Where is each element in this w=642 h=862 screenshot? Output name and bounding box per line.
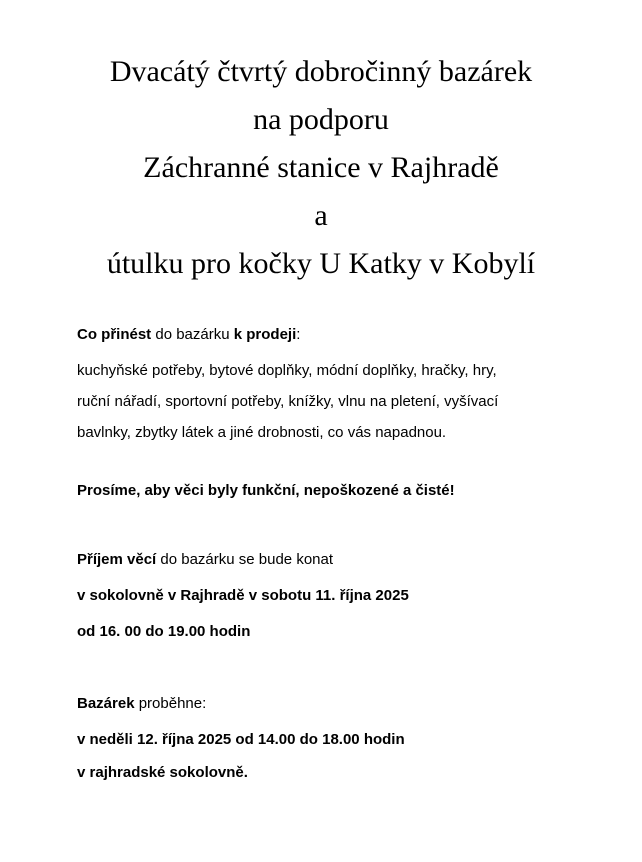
bring-heading-bold-2: k prodeji	[233, 326, 297, 343]
bring-heading-regular-2: :	[296, 326, 301, 343]
intake-time-line: od 16. 00 do 19.00 hodin	[77, 623, 251, 640]
title-line-2: na podporu	[253, 103, 389, 136]
title-line-3: Záchranné stanice v Rajhradě	[143, 151, 499, 184]
intake-section-heading	[77, 544, 617, 575]
event-datetime-line: v neděli 12. října 2025 od 14.00 do 18.00 hodin	[77, 731, 405, 748]
request-condition-line: Prosíme, aby věci byly funkční, nepoškozené a čisté!	[77, 482, 455, 499]
bring-items-line-1: kuchyňské potřeby, bytové doplňky, módní doplňky, hračky, hry,	[77, 362, 497, 379]
title-line-1: Dvacátý čtvrtý dobročinný bazárek	[109, 55, 533, 88]
bring-items-paragraph	[77, 355, 577, 448]
bring-items-line-2: ruční nářadí, sportovní potřeby, knížky, vlnu na pletení, vyšívací	[77, 393, 499, 410]
event-place-line: v rajhradské sokolovně.	[77, 764, 248, 781]
bring-section-heading	[77, 319, 617, 350]
event-heading-regular: proběhne:	[134, 695, 207, 712]
flyer-title	[0, 48, 642, 288]
bring-heading-bold-1: Co přinést	[77, 326, 152, 343]
event-heading-bold: Bazárek	[77, 695, 135, 712]
event-section-heading	[77, 688, 617, 719]
intake-heading-bold: Příjem věcí	[77, 551, 157, 568]
title-line-5: útulku pro kočky U Katky v Kobylí	[106, 247, 536, 280]
bring-heading-regular-1: do bazárku	[151, 326, 234, 343]
bring-items-line-3: bavlnky, zbytky látek a jiné drobnosti, co vás napadnou.	[77, 424, 447, 441]
intake-heading-regular: do bazárku se bude konat	[156, 551, 334, 568]
intake-place-date-line: v sokolovně v Rajhradě v sobotu 11. října 2025	[77, 587, 409, 604]
title-line-4: a	[314, 199, 328, 232]
